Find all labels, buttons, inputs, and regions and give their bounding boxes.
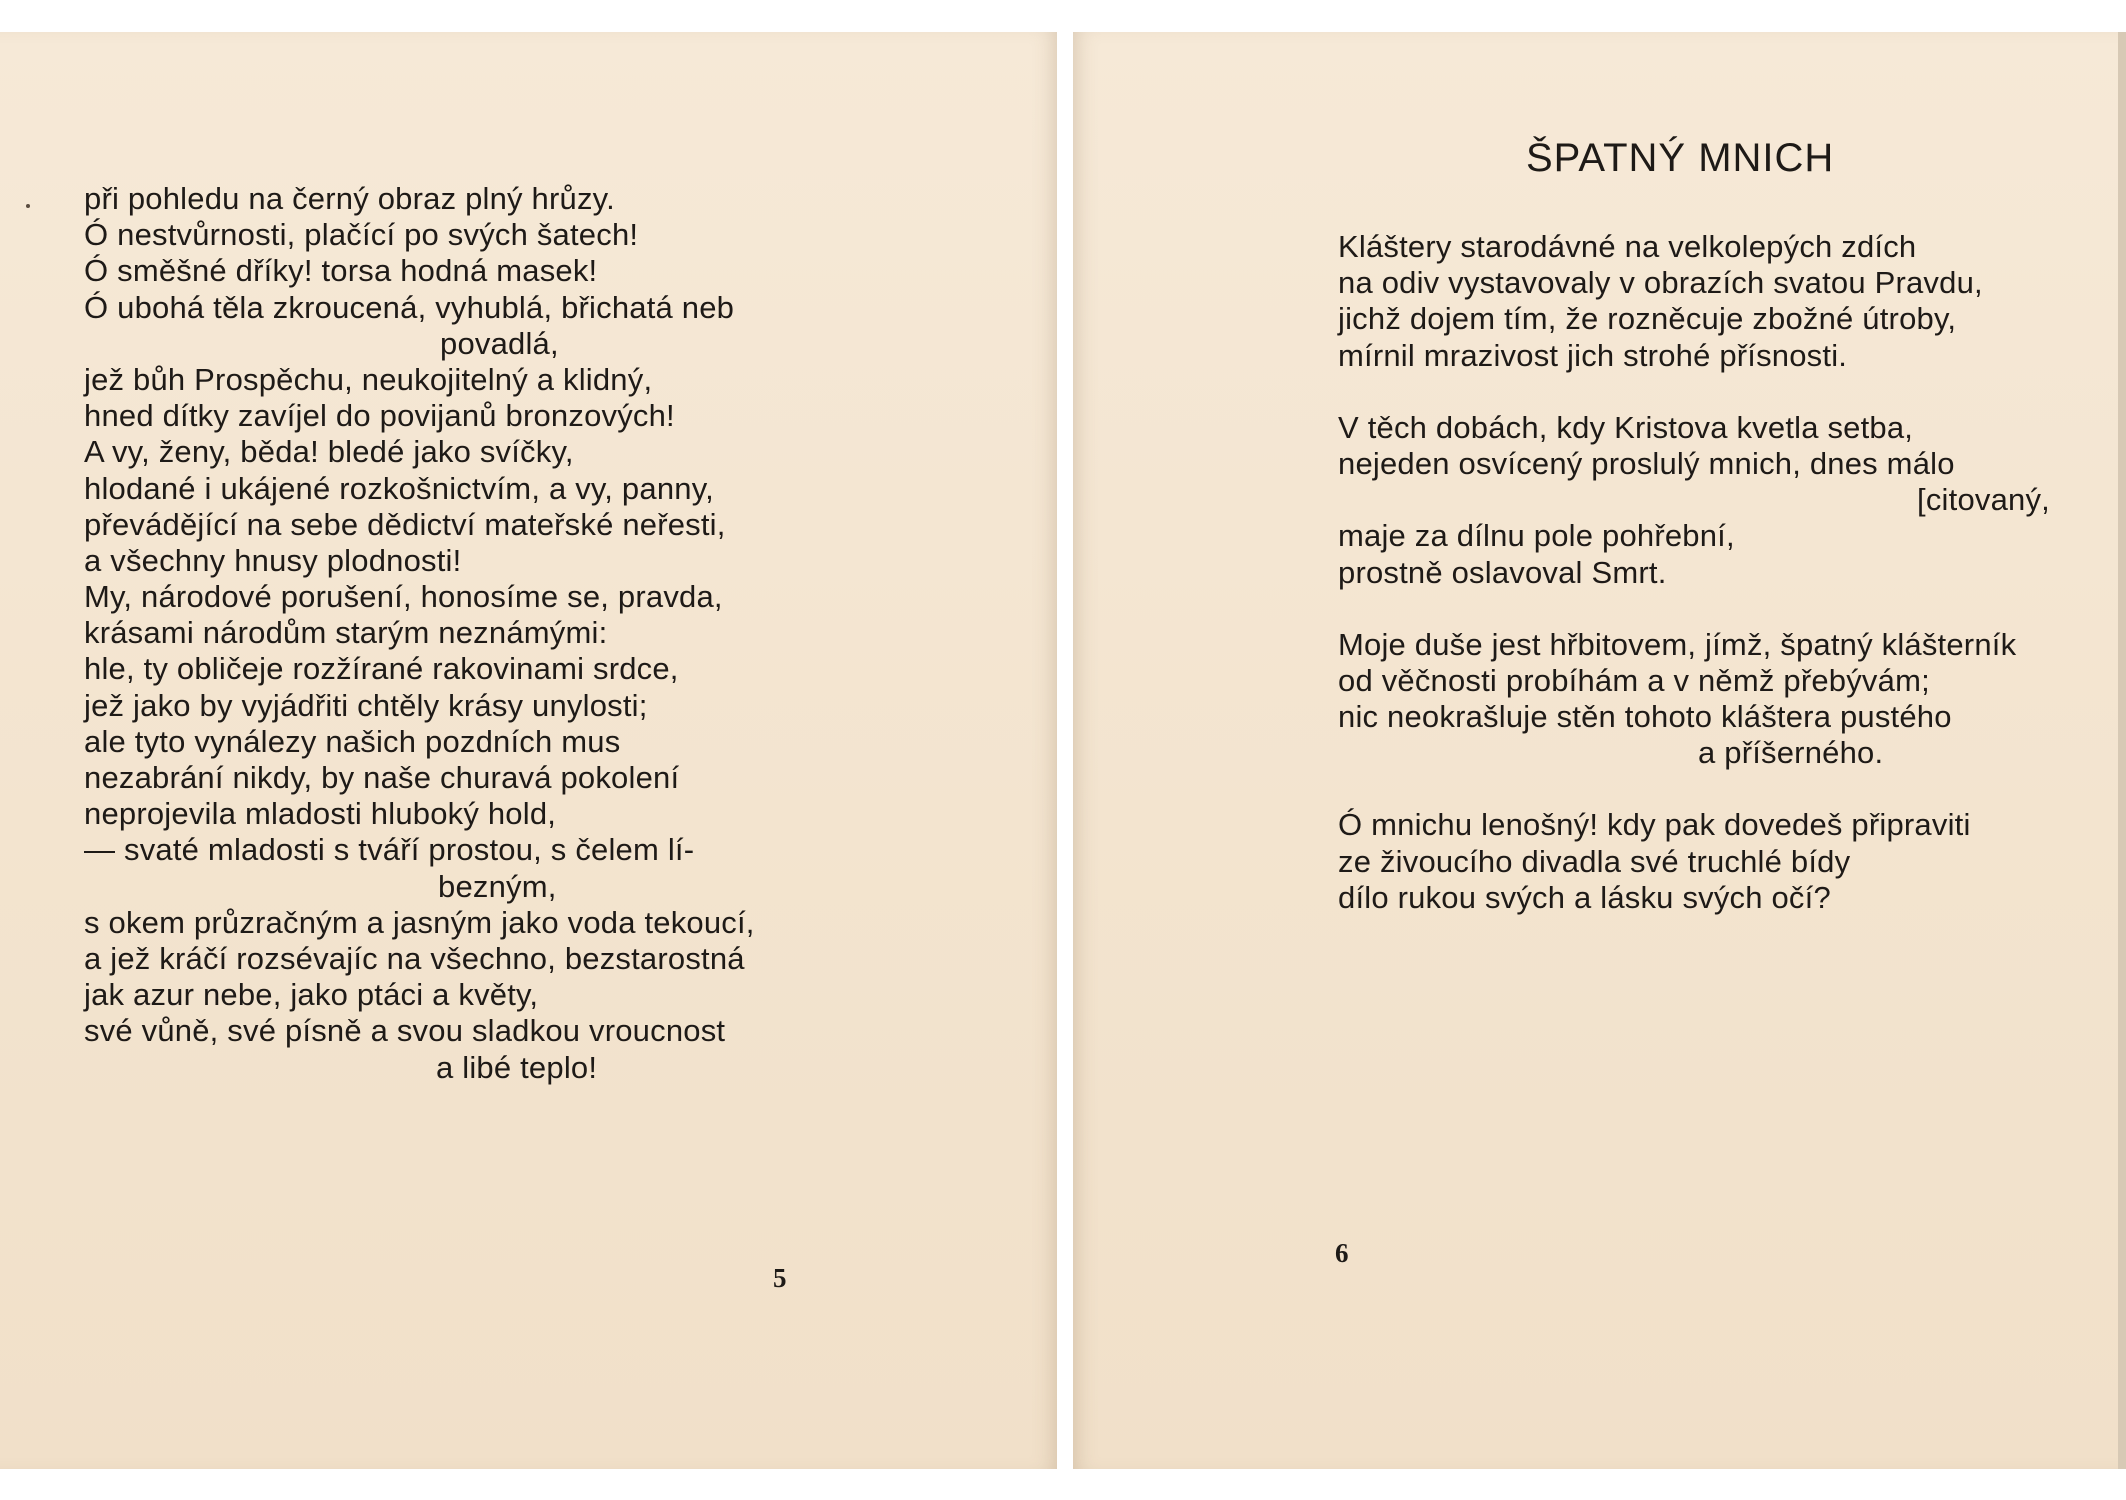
poem-line: hle, ty obličeje rozžírané rakovinami srdce, [84,651,679,687]
poem-title: ŠPATNÝ MNICH [1526,136,1835,180]
poem-line: Moje duše jest hřbitovem, jímž, špatný klášterník [1338,626,2017,662]
poem-line: — svaté mladosti s tváří prostou, s čelem lí- [84,832,695,868]
stanza-4 [1338,807,2050,916]
stanza-3 [1338,627,2050,772]
left-book-page [0,32,1057,1469]
page-number-right: 6 [1335,1238,1349,1268]
poem-line: A vy, ženy, běda! bledé jako svíčky, [84,434,574,470]
poem-line: mírnil mrazivost jich strohé přísnosti. [1338,337,1848,373]
poem-line: Ó ubohá těla zkroucená, vyhublá, břichatá neb [84,289,735,325]
page-edge-shadow [2118,32,2126,1469]
poem-line-continuation: a libé teplo! [436,1049,598,1085]
poem-line: své vůně, své písně a svou sladkou vroucnost [84,1013,726,1049]
poem-line: jak azur nebe, jako ptáci a květy, [84,977,539,1013]
poem-line-continuation: a příšerného. [1698,735,1884,771]
poem-line: krásami národům starým neznámými: [84,615,608,651]
poem-line: převádějící na sebe dědictví mateřské neřesti, [84,506,726,542]
poem-line: dílo rukou svých a lásku svých očí? [1338,879,1831,915]
poem-line-continuation: povadlá, [440,325,559,361]
left-poem-text [84,181,790,1086]
poem-line: jichž dojem tím, že rozněcuje zbožné útroby, [1338,301,1957,337]
poem-line: na odiv vystavovaly v obrazích svatou Pravdu, [1338,265,1983,301]
poem-line: nic neokrašluje stěn tohoto kláštera pustého [1338,699,1952,735]
poem-line: ze živoucího divadla své truchlé bídy [1338,843,1851,879]
right-poem-text [1338,229,2050,952]
stanza-2 [1338,410,2050,591]
poem-line: Ó směšné dříky! torsa hodná masek! [84,253,598,289]
poem-line: od věčnosti probíhám a v němž přebývám; [1338,662,1930,698]
page-number-left: 5 [773,1263,787,1293]
poem-line: při pohledu na černý obraz plný hrůzy. [84,181,615,216]
poem-line: Ó nestvůrnosti, plačící po svých šatech! [84,217,639,253]
poem-line: V těch dobách, kdy Kristova kvetla setba, [1338,409,1914,445]
page-speck [26,204,30,208]
poem-line: jež jako by vyjádřiti chtěly krásy unylosti; [84,687,648,723]
poem-line: a jež kráčí rozsévajíc na všechno, bezstarostná [84,940,745,976]
poem-line: My, národové porušení, honosíme se, pravda, [84,579,723,615]
poem-line: nezabrání nikdy, by naše churavá pokolení [84,760,680,795]
poem-line: maje za dílnu pole pohřební, [1338,518,1735,554]
poem-line-continuation: [citovaný, [1917,482,2050,518]
poem-line: Ó mnichu lenošný! kdy pak dovedeš připraviti [1338,807,1971,843]
poem-line: s okem průzračným a jasným jako voda tekoucí, [84,904,755,940]
poem-line: nejeden osvícený proslulý mnich, dnes málo [1338,445,1955,481]
poem-line: hned dítky zavíjel do povijanů bronzových! [84,398,675,434]
poem-line: Kláštery starodávné na velkolepých zdích [1338,229,1917,264]
poem-line: a všechny hnusy plodnosti! [84,542,462,578]
poem-line-continuation: bezným, [438,868,557,904]
poem-line: ale tyto vynálezy našich pozdních mus [84,723,621,759]
stanza-1 [1338,229,2050,374]
book-gutter [1057,32,1073,1469]
poem-line: hlodané i ukájené rozkošnictvím, a vy, panny, [84,470,714,506]
poem-line: neprojevila mladosti hluboký hold, [84,796,557,832]
poem-line: jež bůh Prospěchu, neukojitelný a klidný, [84,361,653,397]
poem-line: prostně oslavoval Smrt. [1338,554,1667,590]
